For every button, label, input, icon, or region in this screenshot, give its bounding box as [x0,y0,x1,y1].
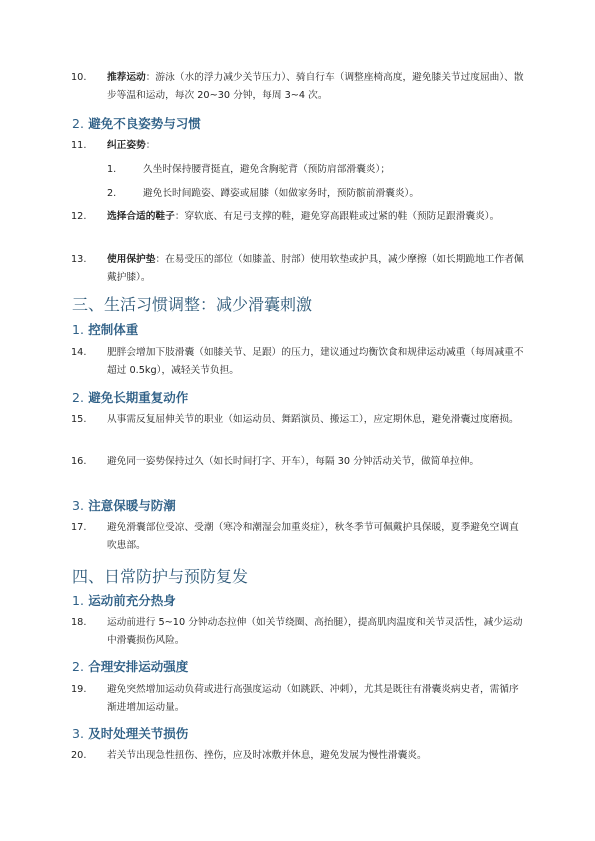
item-text: ：游泳（水的浮力减少关节压力）、骑自行车（调整座椅高度，避免膝关节过度屈曲）、散步等温和运动，每次 20~30 分钟，每周 3~4 次。 [107,72,524,101]
item-text: 避免同一姿势保持过久（如长时间打字、开车），每隔 30 分钟活动关节，做简单拉伸。 [107,456,480,467]
item-number: 14. [71,347,87,358]
item-number: 15. [71,414,87,425]
list-item-13 [71,251,526,287]
list-item-15 [71,411,526,429]
list-item-14 [71,344,526,380]
section-heading-warm-up: 1. 运动前充分热身 [72,593,176,608]
item-text: 从事需反复屈伸关节的职业（如运动员、舞蹈演员、搬运工），应定期休息，避免滑囊过度磨损。 [107,414,519,425]
list-item-10 [71,69,526,105]
sub-list-item-2 [107,185,527,203]
list-item-12 [71,208,526,226]
item-number: 11. [71,140,87,151]
item-text: ：在易受压的部位（如膝盖、肘部）使用软垫或护具，减少摩擦（如长期跪地工作者佩戴护膝）。 [107,254,524,283]
section-heading-avoid-bad-posture: 2. 避免不良姿势与习惯 [72,116,201,131]
item-text: 避免长时间跪姿、蹲姿或屈膝（如做家务时，预防髌前滑囊炎）。 [143,188,420,199]
item-label: 推荐运动 [107,72,146,83]
item-text: 避免突然增加运动负荷或进行高强度运动（如跳跃、冲刺），尤其是既往有滑囊炎病史者，需循序渐进增加运动量。 [107,684,519,713]
item-label: 纠正姿势 [107,140,146,151]
item-number: 13. [71,254,87,265]
section-heading-treat-injury: 3. 及时处理关节损伤 [72,726,189,741]
chapter-heading-4: 四、日常防护与预防复发 [72,567,249,586]
item-number: 17. [71,522,87,533]
section-heading-avoid-repetition: 2. 避免长期重复动作 [72,390,189,405]
list-item-18 [71,614,526,650]
list-item-16 [71,453,526,471]
list-item-11 [71,137,526,155]
item-text: 避免滑囊部位受凉、受潮（寒冷和潮湿会加重炎症），秋冬季节可佩戴护具保暖，夏季避免空调直吹患部。 [107,522,519,551]
item-text: 久坐时保持腰背挺直，避免含胸驼背（预防肩部滑囊炎）； [143,164,391,175]
item-text: ： [145,140,156,151]
item-number: 1. [107,164,117,175]
item-text: 肥胖会增加下肢滑囊（如膝关节、足跟）的压力，建议通过均衡饮食和规律运动减重（每周减重不超过 0.5kg），减轻关节负担。 [107,347,524,376]
item-number: 16. [71,456,87,467]
item-number: 20. [71,750,87,761]
item-text: 运动前进行 5~10 分钟动态拉伸（如关节绕圈、高抬腿），提高肌肉温度和关节灵活性，减少运动中滑囊损伤风险。 [107,617,523,646]
item-text: ：穿软底、有足弓支撑的鞋，避免穿高跟鞋或过紧的鞋（预防足跟滑囊炎）。 [174,211,500,222]
item-text: 若关节出现急性扭伤、挫伤，应及时冰敷并休息，避免发展为慢性滑囊炎。 [107,750,427,761]
section-heading-keep-warm: 3. 注意保暖与防潮 [72,498,176,513]
list-item-19 [71,681,526,717]
item-label: 选择合适的鞋子 [107,211,175,222]
item-number: 18. [71,617,87,628]
item-number: 12. [71,211,87,222]
chapter-heading-3: 三、生活习惯调整：减少滑囊刺激 [72,295,313,314]
sub-list-item-1 [107,161,527,179]
item-label: 使用保护垫 [107,254,156,265]
section-heading-control-weight: 1. 控制体重 [72,322,139,337]
list-item-20 [71,747,526,765]
list-item-17 [71,519,526,555]
section-heading-exercise-intensity: 2. 合理安排运动强度 [72,659,189,674]
item-number: 2. [107,188,117,199]
item-number: 10. [71,72,87,83]
item-number: 19. [71,684,87,695]
